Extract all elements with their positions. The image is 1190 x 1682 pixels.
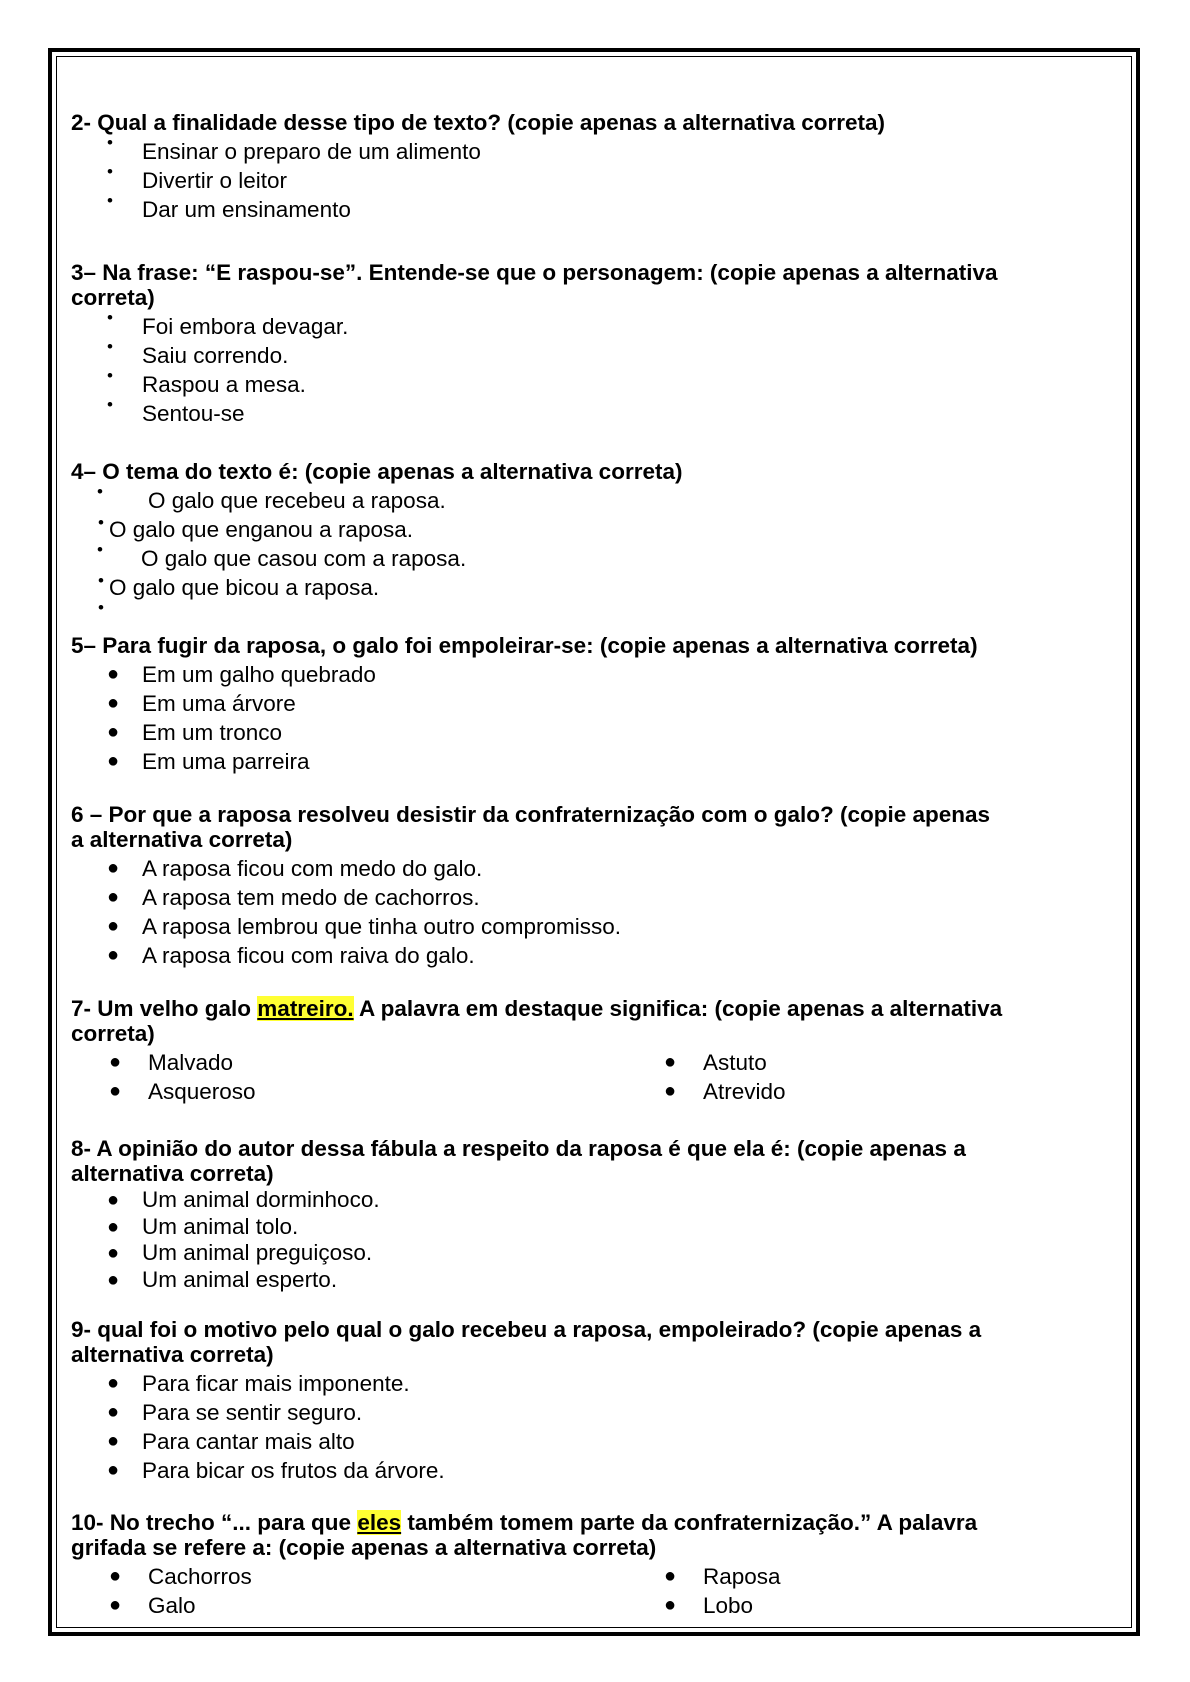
- option: • Ensinar o preparo de um alimento: [107, 133, 481, 164]
- highlighted-word: eles: [357, 1510, 402, 1535]
- highlighted-word: matreiro.: [257, 996, 354, 1021]
- question-2: [71, 110, 1091, 224]
- bullet-icon: ●: [107, 721, 120, 743]
- bullet-icon: •: [107, 395, 113, 414]
- bullet-icon: ●: [107, 1242, 120, 1264]
- question-4-options: [71, 482, 1091, 617]
- question-2-options: [71, 133, 1091, 224]
- bullet-icon: ●: [109, 1565, 122, 1587]
- option: ● Para se sentir seguro.: [107, 1400, 363, 1425]
- option: ● Raposa: [664, 1564, 781, 1589]
- bullet-icon: ●: [664, 1565, 677, 1587]
- bullet-icon: ●: [107, 857, 120, 879]
- bullet-icon: ●: [107, 1372, 120, 1394]
- option: ● A raposa ficou com medo do galo.: [107, 856, 483, 881]
- bullet-icon: ●: [107, 750, 120, 772]
- question-9-title: 9- qual foi o motivo pelo qual o galo recebeu a raposa, empoleirado? (copie apenas a alternativa correta): [71, 1317, 982, 1367]
- question-6: [71, 802, 1091, 970]
- option: ● A raposa ficou com raiva do galo.: [107, 943, 475, 968]
- option: ● Para ficar mais imponente.: [107, 1371, 410, 1396]
- question-6-title: 6 – Por que a raposa resolveu desistir da confraternização com o galo? (copie apenas a alternativa correta): [71, 802, 991, 852]
- bullet-icon: ●: [109, 1080, 122, 1102]
- question-5-options: [71, 660, 1091, 776]
- option: ● Um animal esperto.: [107, 1266, 338, 1292]
- question-5-title: 5– Para fugir da raposa, o galo foi empoleirar-se: (copie apenas a alternativa correta): [71, 633, 978, 658]
- bullet-icon: •: [107, 133, 113, 152]
- bullet-icon: ●: [107, 886, 120, 908]
- option: ● Um animal preguiçoso.: [107, 1240, 373, 1265]
- bullet-icon: ●: [109, 1051, 122, 1073]
- option: ● Em um tronco: [107, 720, 283, 745]
- option: ● Para bicar os frutos da árvore.: [107, 1458, 445, 1483]
- question-7-title: 7- Um velho galo matreiro. A palavra em destaque significa: (copie apenas a alternativa correta): [71, 996, 1003, 1046]
- option: • Raspou a mesa.: [107, 366, 306, 397]
- bullet-icon: ●: [107, 915, 120, 937]
- bullet-icon: •: [107, 337, 113, 356]
- option: ● Em um galho quebrado: [107, 662, 376, 687]
- option: ● Um animal tolo.: [107, 1213, 299, 1239]
- bullet-icon: •: [97, 540, 103, 559]
- question-2-title: 2- Qual a finalidade desse tipo de texto? (copie apenas a alternativa correta): [71, 110, 885, 135]
- question-10-options: [71, 1562, 1091, 1622]
- bullet-icon: •: [107, 366, 113, 385]
- option: • Foi embora devagar.: [107, 308, 349, 339]
- question-3: [71, 260, 1091, 428]
- option: ● Em uma parreira: [107, 749, 310, 774]
- question-8-title: 8- A opinião do autor dessa fábula a respeito da raposa é que ela é: (copie apenas a alternativa correta): [71, 1136, 966, 1186]
- option: ● Astuto: [664, 1050, 767, 1075]
- bullet-icon: ●: [107, 1268, 120, 1291]
- bullet-icon: •: [107, 191, 113, 210]
- bullet-icon: ●: [107, 692, 120, 714]
- option: ● Em uma árvore: [107, 691, 296, 716]
- bullet-icon: ●: [664, 1080, 677, 1102]
- option: • Divertir o leitor: [107, 162, 288, 193]
- question-5: [71, 633, 1091, 776]
- options-right: [626, 1048, 786, 1106]
- bullet-icon: ●: [107, 1459, 120, 1481]
- option: • O galo que casou com a raposa.: [97, 540, 467, 571]
- question-3-options: [71, 308, 1091, 428]
- question-9-options: [71, 1369, 1091, 1485]
- options-left: [71, 1562, 252, 1620]
- option: ● Cachorros: [109, 1564, 252, 1589]
- question-6-options: [71, 854, 1091, 970]
- bullet-icon: •: [107, 308, 113, 327]
- option: • Sentou-se: [107, 395, 245, 426]
- bullet-icon: •: [107, 162, 113, 181]
- option: ● A raposa lembrou que tinha outro compromisso.: [107, 914, 622, 939]
- question-7: [71, 996, 1091, 1108]
- question-4: [71, 459, 1091, 616]
- option: • Dar um ensinamento: [107, 191, 351, 222]
- option: • O galo que enganou a raposa.: [98, 513, 413, 542]
- bullet-icon: ●: [107, 663, 120, 685]
- question-8-options: [71, 1187, 1091, 1293]
- option-empty: [71, 598, 1091, 617]
- bullet-icon: ●: [107, 1215, 120, 1238]
- question-7-options: [71, 1048, 1091, 1108]
- option: ● A raposa tem medo de cachorros.: [107, 885, 480, 910]
- question-9: [71, 1317, 1091, 1485]
- bullet-icon: •: [98, 513, 104, 532]
- question-10-title: 10- No trecho “... para que eles também tomem parte da confraternização.” A palavra grifada se refere a: (copie apenas a alternativa correta): [71, 1510, 978, 1560]
- bullet-icon: ●: [107, 1401, 120, 1423]
- option: • O galo que bicou a raposa.: [98, 571, 380, 600]
- option: ● Galo: [109, 1593, 196, 1618]
- question-3-title: 3– Na frase: “E raspou-se”. Entende-se que o personagem: (copie apenas a alternativa correta): [71, 260, 998, 310]
- question-4-title: 4– O tema do texto é: (copie apenas a alternativa correta): [71, 459, 683, 484]
- option: • Saiu correndo.: [107, 337, 289, 368]
- bullet-icon: •: [97, 482, 103, 501]
- bullet-icon: ●: [107, 1189, 120, 1211]
- option: ● Atrevido: [664, 1079, 786, 1104]
- option: ● Lobo: [664, 1593, 754, 1618]
- bullet-icon: •: [98, 598, 104, 617]
- option: ● Malvado: [109, 1050, 234, 1075]
- bullet-icon: ●: [107, 944, 120, 966]
- bullet-icon: ●: [109, 1594, 122, 1616]
- options-right: [626, 1562, 781, 1620]
- bullet-icon: ●: [107, 1430, 120, 1452]
- bullet-icon: ●: [664, 1051, 677, 1073]
- option: ● Para cantar mais alto: [107, 1429, 355, 1454]
- option: • O galo que recebeu a raposa.: [97, 482, 446, 513]
- option: ● Um animal dorminhoco.: [107, 1187, 380, 1212]
- question-10: [71, 1510, 1091, 1622]
- bullet-icon: ●: [664, 1594, 677, 1616]
- bullet-icon: •: [98, 571, 104, 590]
- option: ● Asqueroso: [109, 1079, 256, 1104]
- question-8: [71, 1136, 1091, 1293]
- options-left: [71, 1048, 256, 1106]
